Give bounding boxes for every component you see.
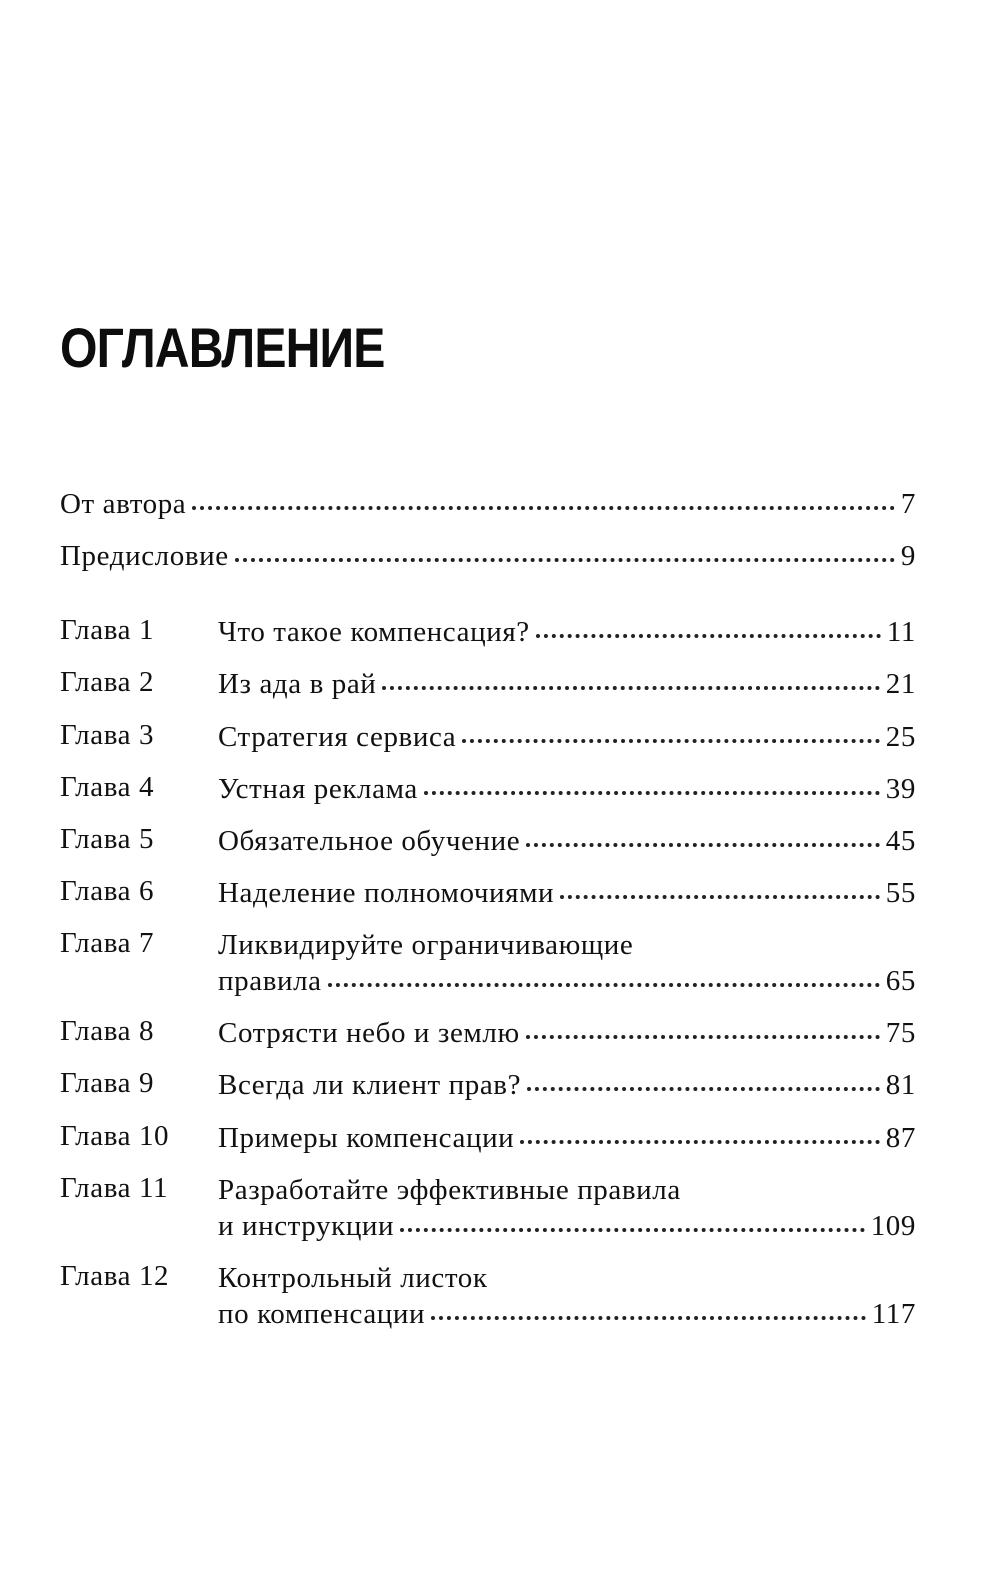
page-number: 25 <box>885 721 916 753</box>
chapter-title: правила <box>218 965 322 997</box>
chapter-number: Глава 10 <box>60 1120 170 1152</box>
page-number: 87 <box>885 1122 916 1154</box>
chapter-number: Глава 7 <box>60 927 155 959</box>
chapter-title-line-1: Контрольный листок <box>218 1262 488 1294</box>
chapter-title: и инструкции <box>218 1210 395 1242</box>
page-number: 39 <box>885 773 916 805</box>
chapter-title-line-1: Ликвидируйте ограничивающие <box>218 929 634 961</box>
dot-leader <box>424 791 880 795</box>
page-number: 75 <box>885 1017 916 1049</box>
chapter-title: Примеры компенсации <box>218 1122 515 1154</box>
dot-leader <box>192 506 895 510</box>
dot-leader <box>431 1316 866 1320</box>
entry-title: Предисловие <box>60 540 229 572</box>
table-of-contents <box>60 0 916 1594</box>
page-number: 117 <box>871 1298 916 1330</box>
chapter-title: по компенсации <box>218 1298 426 1330</box>
page-number: 109 <box>870 1210 916 1242</box>
page-number: 81 <box>885 1069 916 1101</box>
chapter-number: Глава 1 <box>60 614 155 646</box>
dot-leader <box>536 634 881 638</box>
chapter-title: Наделение полномочиями <box>218 877 555 909</box>
chapter-number: Глава 4 <box>60 771 155 803</box>
chapter-number: Глава 11 <box>60 1172 169 1204</box>
chapter-title: Из ада в рай <box>218 668 377 700</box>
chapter-title: Стратегия сервиса <box>218 721 457 753</box>
chapter-title: Сотрясти небо и землю <box>218 1017 520 1049</box>
chapter-title: Обязательное обучение <box>218 825 521 857</box>
page-number: 11 <box>886 616 916 648</box>
dot-leader <box>235 558 895 562</box>
dot-leader <box>527 1087 880 1091</box>
entry-title: От автора <box>60 488 187 520</box>
page-number: 65 <box>885 965 916 997</box>
page-title: ОГЛАВЛЕНИЕ <box>60 316 385 379</box>
chapter-title: Что такое компенсация? <box>218 616 530 648</box>
chapter-number: Глава 2 <box>60 666 155 698</box>
dot-leader <box>560 895 880 899</box>
dot-leader <box>382 686 879 690</box>
chapter-title-line-1: Разработайте эффективные правила <box>218 1174 681 1206</box>
chapter-number: Глава 6 <box>60 875 155 907</box>
dot-leader <box>462 739 880 743</box>
dot-leader <box>520 1140 879 1144</box>
page-number: 7 <box>900 488 916 520</box>
chapter-title: Устная реклама <box>218 773 418 805</box>
page-number: 21 <box>885 668 916 700</box>
chapter-title: Всегда ли клиент прав? <box>218 1069 522 1101</box>
dot-leader <box>328 983 880 987</box>
dot-leader <box>526 1035 880 1039</box>
chapter-number: Глава 8 <box>60 1015 155 1047</box>
dot-leader <box>526 843 880 847</box>
page-number: 55 <box>885 877 916 909</box>
page-number: 9 <box>900 540 916 572</box>
page-number: 45 <box>885 825 916 857</box>
chapter-number: Глава 12 <box>60 1260 170 1292</box>
chapter-number: Глава 9 <box>60 1067 155 1099</box>
chapter-number: Глава 3 <box>60 719 155 751</box>
chapter-number: Глава 5 <box>60 823 155 855</box>
dot-leader <box>400 1228 865 1232</box>
